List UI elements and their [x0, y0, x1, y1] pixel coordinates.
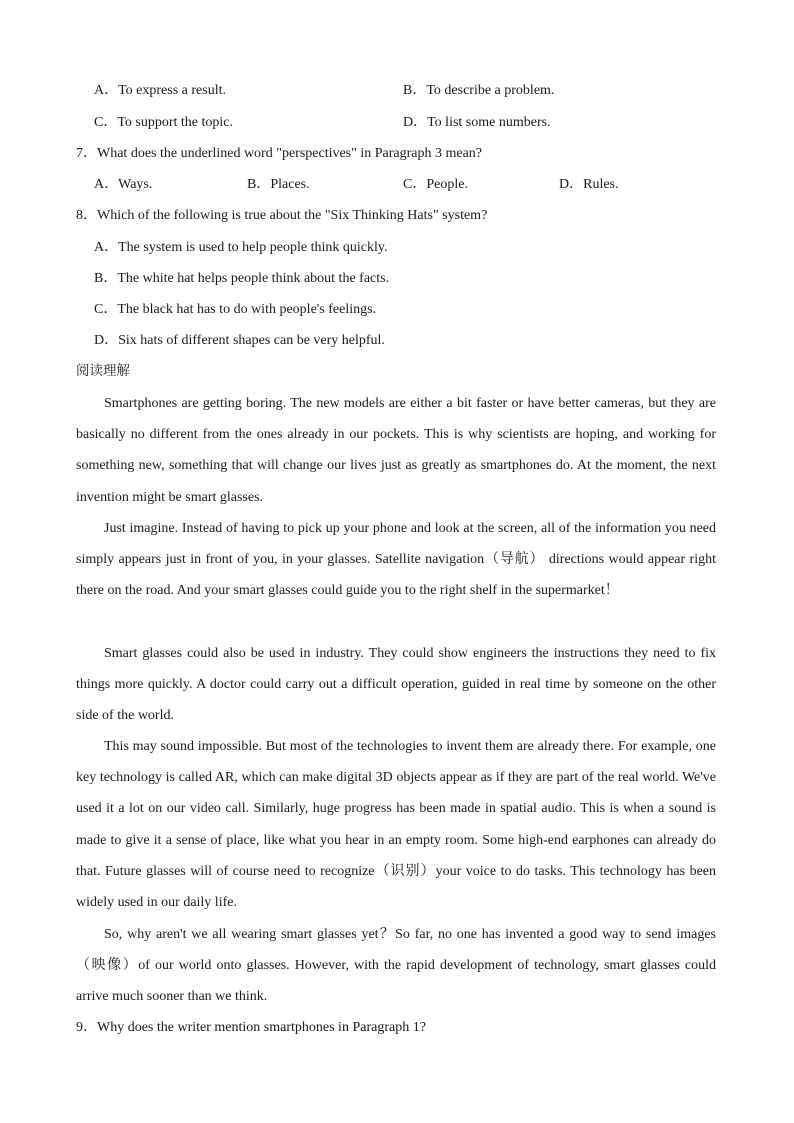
q6-option-b[interactable]: B．To describe a problem.: [403, 83, 555, 98]
q8-option-c[interactable]: C．The black hat has to do with people's feelings.: [94, 302, 377, 317]
q8-option-b[interactable]: B．The white hat helps people think about the facts.: [94, 271, 390, 286]
q8-option-d[interactable]: D．Six hats of different shapes can be very helpful.: [94, 333, 385, 348]
passage-paragraph-1: [76, 388, 716, 513]
paragraph-text: Smart glasses could also be used in industry. They could show engineers the instructions they need to fix things more quickly. A doctor could carry out a difficult operation, guided in real time by someone on the other side of the world.: [76, 646, 716, 724]
q6-option-d[interactable]: D．To list some numbers.: [403, 115, 551, 130]
paragraph-text: This may sound impossible. But most of the technologies to invent them are already there. For example, one key technology is called AR, which can make digital 3D objects appear as if they are part of the real world. We've used it a lot on our video call. Similarly, huge progress has been made in spatial audio. This is when a sound is made to give it a sense of place, like what you hear in an empty room. Some high-end earphones can already do that. Future glasses will of course need to recognize（识别）your voice to do tasks. This technology has been widely used in our daily life.: [76, 739, 716, 911]
q7-option-b[interactable]: B．Places.: [247, 177, 310, 192]
q8-option-a[interactable]: A．The system is used to help people think quickly.: [94, 240, 388, 255]
q7-option-a[interactable]: A．Ways.: [94, 177, 153, 192]
q6-option-c[interactable]: C．To support the topic.: [94, 115, 234, 130]
passage-paragraph-2: [76, 513, 716, 607]
q6-option-a[interactable]: A．To express a result.: [94, 83, 226, 98]
passage-paragraph-4: [76, 731, 716, 918]
q9-stem: 9．Why does the writer mention smartphones in Paragraph 1?: [76, 1020, 426, 1035]
paragraph-text: So, why aren't we all wearing smart glasses yet？So far, no one has invented a good way to send images（映像）of our world onto glasses. However, with the rapid development of technology, smart glasses could arrive much sooner than we think.: [76, 927, 716, 1005]
paragraph-text: Just imagine. Instead of having to pick up your phone and look at the screen, all of the information you need simply appears just in front of you, in your glasses. Satellite navigation（导航） directions would appear right there on the road. And your smart glasses could guide you to the right shelf in the supermarket！: [76, 521, 716, 599]
q7-stem: 7．What does the underlined word "perspectives" in Paragraph 3 mean?: [76, 146, 483, 161]
passage-paragraph-5: [76, 919, 716, 1013]
paragraph-text: Smartphones are getting boring. The new models are either a bit faster or have better cameras, but they are basically no different from the ones already in our pockets. This is why scientists are hoping, and working for something new, something that will change our lives just as greatly as smartphones do. At the moment, the next invention might be smart glasses.: [76, 396, 716, 505]
q7-option-c[interactable]: C．People.: [403, 177, 468, 192]
section-heading: 阅读理解: [76, 363, 130, 379]
q8-stem: 8．Which of the following is true about the "Six Thinking Hats" system?: [76, 208, 488, 223]
q7-option-d[interactable]: D．Rules.: [559, 177, 619, 192]
passage-paragraph-3: [76, 638, 716, 732]
